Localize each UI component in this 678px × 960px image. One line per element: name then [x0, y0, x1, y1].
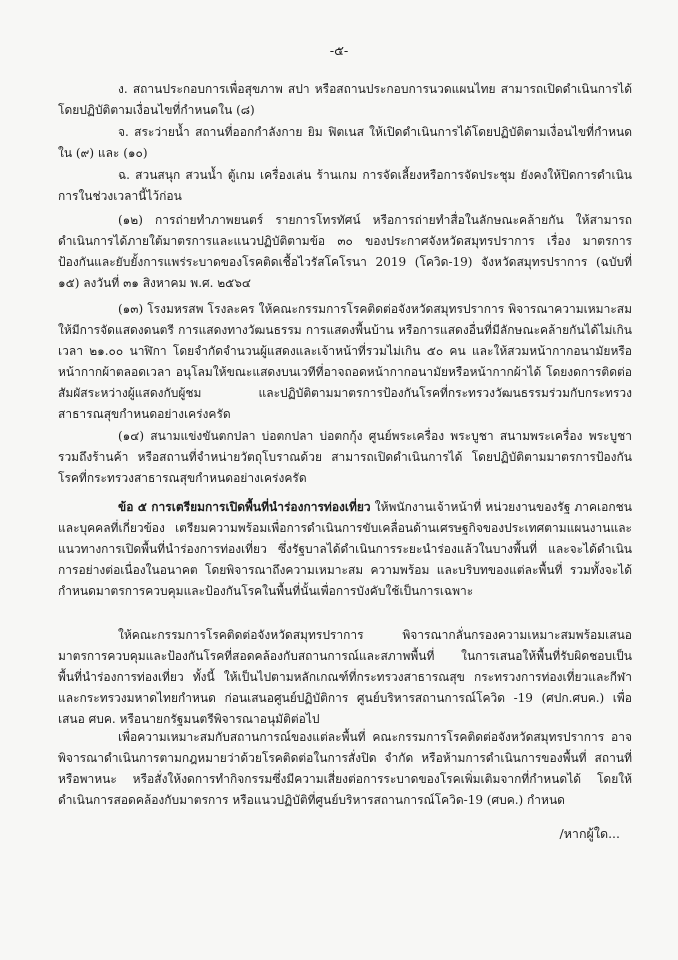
continuation-marker: /หากผู้ใด...	[559, 826, 620, 841]
paragraph-text: (๑๓) โรงมหรสพ โรงละคร ให้คณะกรรมการโรคติดต่อจังหวัดสมุทรปราการ พิจารณาความเหมาะสมให้มีการจัดแสดงดนตรี การแสดงทางวัฒนธรรม การแสดงพื้นบ้าน หรือการแสดงอื่นที่มีลักษณะคล้ายกันได้ไม่เกินเวลา ๒๑.๐๐ นาฬิกา โดยจำกัดจำนวนผู้แสดงและเจ้าหน้าที่รวมไม่เกิน ๕๐ คน และให้สวมหน้ากากอนามัยหรือหน้ากากผ้าตลอดเวลา อนุโลมให้ขณะแสดงบนเวทีที่อาจถอดหน้ากากอนามัยหรือหน้ากากผ้าได้ โดยงดการติดต่อสัมผัสระหว่างผู้แสดงกับผู้ชม และปฏิบัติตามมาตรการป้องกันโรคที่กระทรวงวัฒนธรรมร่วมกับกระทรวงสาธารณสุขกำหนดอย่างเคร่งครัด	[58, 302, 632, 421]
paragraph-committee	[58, 625, 632, 730]
paragraph-text: เพื่อความเหมาะสมกับสถานการณ์ของแต่ละพื้นที่ คณะกรรมการโรคติดต่อจังหวัดสมุทรปราการ อาจพิจารณาดำเนินการตามกฎหมายว่าด้วยโรคติดต่อในการสั่งปิด จำกัด หรือห้ามการดำเนินการของพื้นที่ สถานที่ หรือพาหนะ หรือสั่งให้งดการทำกิจกรรมซึ่งมีความเสี่ยงต่อการระบาดของโรคเพิ่มเติมจากที่กำหนดได้ โดยให้ดำเนินการสอดคล้องกับมาตรการ หรือแนวปฏิบัติที่ศูนย์บริหารสถานการณ์โควิด-19 (ศบค.) กำหนด	[58, 730, 632, 807]
paragraph-text: ให้พนักงานเจ้าหน้าที่ หน่วยงานของรัฐ ภาคเอกชนและบุคคลที่เกี่ยวข้อง เตรียมความพร้อมเพื่อการดำเนินการขับเคลื่อนด้านเศรษฐกิจของประเทศตามแผนงานและแนวทางการเปิดพื้นที่นำร่องการท่องเที่ยว ซึ่งรัฐบาลได้ดำเนินการระยะนำร่องแล้วในบางพื้นที่ และจะได้ดำเนินการอย่างต่อเนื่องในอนาคต โดยพิจารณาถึงความเหมาะสม ความพร้อม และบริบทของแต่ละพื้นที่ รวมทั้งจะได้กำหนดมาตรการควบคุมและป้องกันโรคในพื้นที่นั้นเพื่อการบังคับใช้เป็นการเฉพาะ	[58, 500, 632, 598]
paragraph-text: จ. สระว่ายน้ำ สถานที่ออกกำลังกาย ยิม ฟิตเนส ให้เปิดดำเนินการได้โดยปฏิบัติตามเงื่อนไขที่กำหนดใน (๙) และ (๑๐)	[58, 125, 632, 160]
paragraph-text: ฉ. สวนสนุก สวนน้ำ ตู้เกม เครื่องเล่น ร้านเกม การจัดเลี้ยงหรือการจัดประชุม ยังคงให้ปิดการดำเนินการในช่วงเวลานี้ไว้ก่อน	[58, 168, 632, 203]
paragraph-text: (๑๒) การถ่ายทำภาพยนตร์ รายการโทรทัศน์ หรือการถ่ายทำสื่อในลักษณะคล้ายกัน ให้สามารถดำเนินการได้ภายใต้มาตรการและแนวปฏิบัติตามข้อ ๓๐ ของประกาศจังหวัดสมุทรปราการ เรื่อง มาตรการป้องกันและยับยั้งการแพร่ระบาดของโรคติดเชื้อไวรัสโคโรนา 2019 (โควิด-19) จังหวัดสมุทรปราการ (ฉบับที่ ๑๕) ลงวันที่ ๓๑ สิงหาคม พ.ศ. ๒๕๖๔	[58, 213, 632, 290]
paragraph-nga	[58, 79, 632, 121]
paragraph-suitability	[58, 727, 632, 811]
paragraph-chor	[58, 165, 632, 207]
paragraph-text: (๑๔) สนามแข่งขันตกปลา บ่อตกปลา บ่อตกกุ้ง ศูนย์พระเครื่อง พระบูชา สนามพระเครื่อง พระบูชา รวมถึงร้านค้า หรือสถานที่จำหน่ายวัตถุโบราณด้วย สามารถเปิดดำเนินการได้ โดยปฏิบัติตามมาตรการป้องกันโรคที่กระทรวงสาธารณสุขกำหนดอย่างเคร่งครัด	[58, 429, 632, 485]
paragraph-clause-5	[58, 497, 632, 602]
paragraph-text: ง. สถานประกอบการเพื่อสุขภาพ สปา หรือสถานประกอบการนวดแผนไทย สามารถเปิดดำเนินการได้โดยปฏิบัติตามเงื่อนไขที่กำหนดใน (๘)	[58, 82, 632, 117]
paragraph-cho	[58, 122, 632, 164]
page-number: -๕-	[329, 44, 349, 59]
paragraph-13	[58, 299, 632, 425]
paragraph-text: ให้คณะกรรมการโรคติดต่อจังหวัดสมุทรปราการ พิจารณากลั่นกรองความเหมาะสมพร้อมเสนอมาตรการควบคุมและป้องกันโรคที่สอดคล้องกับสถานการณ์และสภาพพื้นที่ ในการเสนอให้พื้นที่รับผิดชอบเป็นพื้นที่นำร่องการท่องเที่ยว ทั้งนี้ ให้เป็นไปตามหลักเกณฑ์ที่กระทรวงสาธารณสุข กระทรวงการท่องเที่ยวและกีฬา และกระทรวงมหาดไทยกำหนด ก่อนเสนอศูนย์ปฏิบัติการ ศูนย์บริหารสถานการณ์โควิด -19 (ศปก.ศบค.) เพื่อเสนอ ศบค. หรือนายกรัฐมนตรีพิจารณาอนุมัติต่อไป	[58, 628, 632, 726]
paragraph-12	[58, 210, 632, 294]
clause-heading: ข้อ ๕ การเตรียมการเปิดพื้นที่นำร่องการท่องเที่ยว	[118, 500, 371, 514]
paragraph-14	[58, 426, 632, 489]
